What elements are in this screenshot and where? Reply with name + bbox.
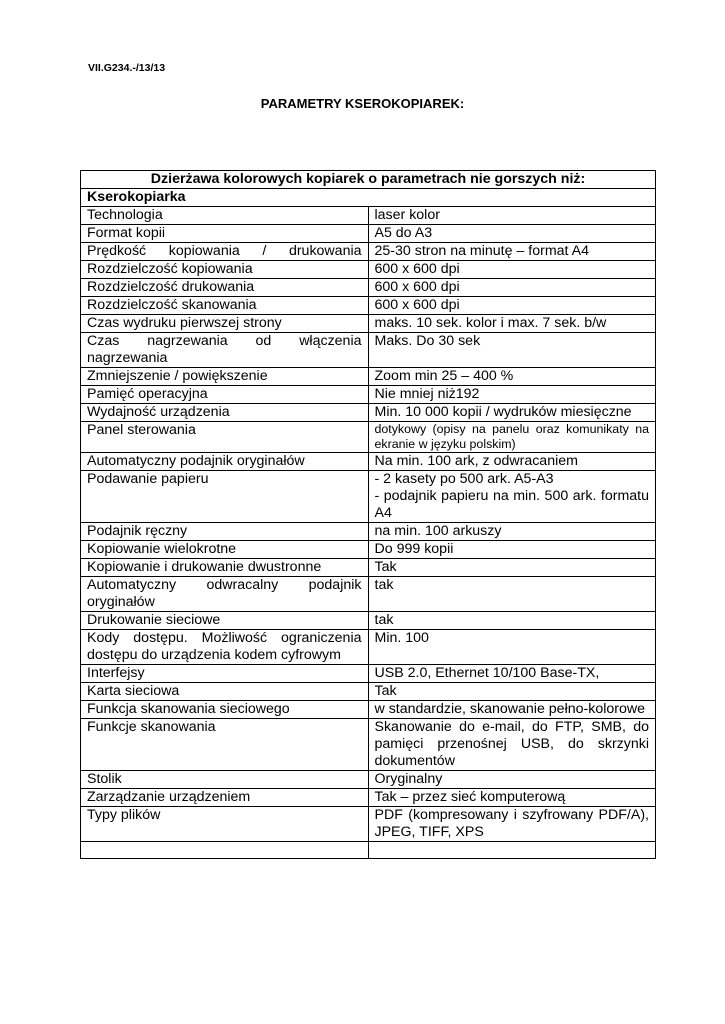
table-row (81, 422, 656, 453)
table-row (81, 612, 656, 630)
param-label: Typy plików (81, 807, 369, 842)
table-row (81, 559, 656, 577)
table-header: Dzierżawa kolorowych kopiarek o parametrach nie gorszych niż: (81, 171, 656, 189)
table-row (81, 453, 656, 471)
param-value: 600 x 600 dpi (368, 279, 656, 297)
table-row (81, 333, 656, 368)
param-value: Do 999 kopii (368, 541, 656, 559)
param-label: Rozdzielczość skanowania (81, 297, 369, 315)
table-row (81, 771, 656, 789)
table-row (81, 683, 656, 701)
param-value-multiline (368, 471, 656, 523)
param-value: dotykowy (opisy na panelu oraz komunikaty na ekranie w języku polskim) (368, 422, 656, 453)
param-value: Maks. Do 30 sek (368, 333, 656, 368)
empty-cell (81, 842, 369, 859)
param-label: Wydajność urządzenia (81, 404, 369, 422)
param-label: Kopiowanie wielokrotne (81, 541, 369, 559)
param-value: PDF (kompresowany i szyfrowany PDF/A), JPEG, TIFF, XPS (368, 807, 656, 842)
param-label: Zarządzanie urządzeniem (81, 789, 369, 807)
param-value: na min. 100 arkuszy (368, 523, 656, 541)
param-value: 600 x 600 dpi (368, 261, 656, 279)
param-value: Tak – przez sieć komputerową (368, 789, 656, 807)
param-value: Skanowanie do e-mail, do FTP, SMB, do pamięci przenośnej USB, do skrzynki dokumentów (368, 719, 656, 771)
param-value: Nie mniej niż192 (368, 386, 656, 404)
param-label: Kody dostępu. Możliwość ograniczenia dostępu do urządzenia kodem cyfrowym (81, 630, 369, 665)
table-row (81, 577, 656, 612)
param-label: Panel sterowania (81, 422, 369, 453)
section-row (81, 189, 656, 207)
param-value: A5 do A3 (368, 225, 656, 243)
param-label: Funkcja skanowania sieciowego (81, 701, 369, 719)
param-label: Czas nagrzewania od włączenia nagrzewania (81, 333, 369, 368)
param-label: Czas wydruku pierwszej strony (81, 315, 369, 333)
param-label: Format kopii (81, 225, 369, 243)
document-title: PARAMETRY KSEROKOPIAREK: (260, 96, 465, 111)
param-label: Technologia (81, 207, 369, 225)
table-row (81, 207, 656, 225)
table-row (81, 719, 656, 771)
param-value: Min. 10 000 kopii / wydruków miesięczne (368, 404, 656, 422)
param-label: Drukowanie sieciowe (81, 612, 369, 630)
table-row (81, 368, 656, 386)
param-label: Pamięć operacyjna (81, 386, 369, 404)
table-row (81, 789, 656, 807)
table-row (81, 523, 656, 541)
param-label: Rozdzielczość drukowania (81, 279, 369, 297)
param-value: laser kolor (368, 207, 656, 225)
param-label: Funkcje skanowania (81, 719, 369, 771)
param-value: Min. 100 (368, 630, 656, 665)
value-line: - 2 kasety po 500 ark. A5-A3 (374, 471, 554, 487)
param-label: Podawanie papieru (81, 471, 369, 523)
param-label: Interfejsy (81, 665, 369, 683)
table-row (81, 279, 656, 297)
table-row (81, 297, 656, 315)
param-value: Na min. 100 ark, z odwracaniem (368, 453, 656, 471)
empty-table-row (81, 842, 656, 859)
document-reference: VII.G234.-/13/13 (88, 62, 166, 74)
param-label: Karta sieciowa (81, 683, 369, 701)
param-value: maks. 10 sek. kolor i max. 7 sek. b/w (368, 315, 656, 333)
table-row (81, 315, 656, 333)
table-row (81, 261, 656, 279)
table-row (81, 541, 656, 559)
param-value: w standardzie, skanowanie pełno-kolorowe (368, 701, 656, 719)
param-label: Prędkość kopiowania / drukowania (81, 243, 369, 261)
param-label: Rozdzielczość kopiowania (81, 261, 369, 279)
section-title: Kserokopiarka (81, 189, 656, 207)
param-value: tak (368, 612, 656, 630)
table-row (81, 386, 656, 404)
param-label: Zmniejszenie / powiększenie (81, 368, 369, 386)
param-value: Zoom min 25 – 400 % (368, 368, 656, 386)
table-row (81, 404, 656, 422)
empty-cell (368, 842, 656, 859)
param-value: USB 2.0, Ethernet 10/100 Base-TX, (368, 665, 656, 683)
table-row (81, 630, 656, 665)
table-row (81, 471, 656, 523)
param-value: 25-30 stron na minutę – format A4 (368, 243, 656, 261)
table-row (81, 807, 656, 842)
parameters-table (80, 170, 656, 859)
param-label: Automatyczny odwracalny podajnik oryginałów (81, 577, 369, 612)
table-row (81, 701, 656, 719)
table-row (81, 243, 656, 261)
param-value: Tak (368, 683, 656, 701)
param-label: Podajnik ręczny (81, 523, 369, 541)
table-row (81, 665, 656, 683)
param-value: Oryginalny (368, 771, 656, 789)
table-row (81, 225, 656, 243)
param-label: Stolik (81, 771, 369, 789)
param-value: tak (368, 577, 656, 612)
param-value: Tak (368, 559, 656, 577)
table-header-row (81, 171, 656, 189)
value-line: - podajnik papieru na min. 500 ark. formatu A4 (374, 488, 649, 521)
param-label: Kopiowanie i drukowanie dwustronne (81, 559, 369, 577)
param-value: 600 x 600 dpi (368, 297, 656, 315)
param-label: Automatyczny podajnik oryginałów (81, 453, 369, 471)
